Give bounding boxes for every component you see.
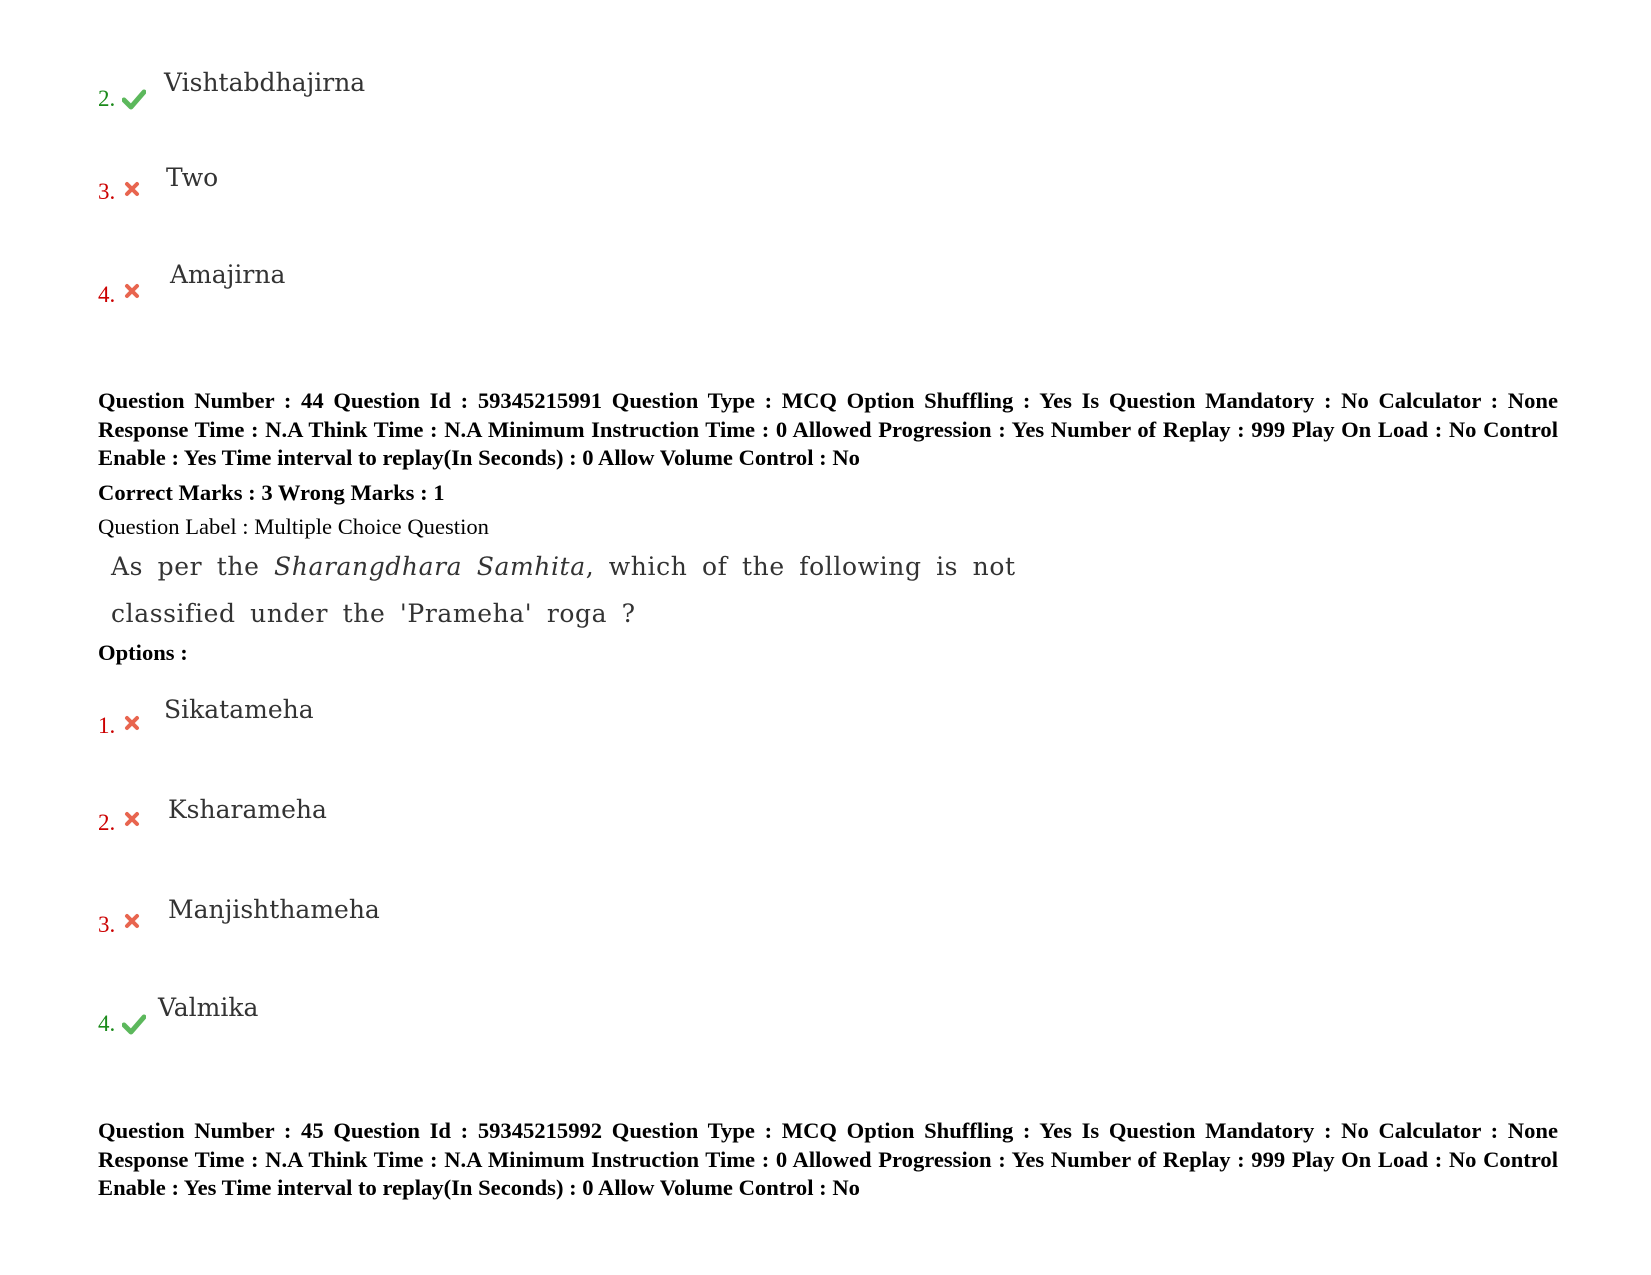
cross-icon	[124, 811, 140, 827]
option-text: Ksharameha	[168, 795, 327, 824]
option-text: Manjishthameha	[168, 895, 380, 924]
options-heading: Options :	[98, 640, 188, 665]
option-text: Sikatameha	[164, 695, 314, 724]
cross-icon	[124, 913, 140, 929]
option-number: 2.	[98, 810, 116, 835]
question-text-part: As per the	[111, 552, 275, 581]
cross-icon	[124, 715, 140, 731]
option-number: 3.	[98, 912, 116, 937]
option-number: 3.	[98, 179, 116, 204]
question-text-italic: Sharangdhara Samhita	[274, 552, 586, 581]
question-45-meta: Question Number : 45 Question Id : 59345215992 Question Type : MCQ Option Shuffling : Yes Is Question Mandatory : No Calculator : None Response Time : N.A Think Time : N.A Minimum Instruction Time : 0 Allowed Progression : Yes Number of Replay : 999 Play On Load : No Control Enable : Yes Time interval to replay(In Seconds) : 0 Allow Volume Control : No	[98, 1118, 1558, 1200]
cross-icon	[124, 283, 140, 299]
check-icon	[122, 1013, 146, 1035]
question-text-part: , which of the following is not classified under the 'Prameha' roga ?	[111, 552, 1016, 628]
option-text: Amajirna	[170, 260, 286, 289]
option-number: 1.	[98, 713, 116, 738]
option-text: Valmika	[158, 993, 259, 1022]
question-44-text	[111, 543, 1091, 637]
option-text: Two	[166, 163, 219, 192]
question-44-meta: Question Number : 44 Question Id : 59345215991 Question Type : MCQ Option Shuffling : Yes Is Question Mandatory : No Calculator : None Response Time : N.A Think Time : N.A Minimum Instruction Time : 0 Allowed Progression : Yes Number of Replay : 999 Play On Load : No Control Enable : Yes Time interval to replay(In Seconds) : 0 Allow Volume Control : No	[98, 388, 1558, 470]
option-number: 2.	[98, 86, 116, 111]
cross-icon	[124, 181, 140, 197]
question-44-marks: Correct Marks : 3 Wrong Marks : 1	[98, 480, 445, 505]
option-number: 4.	[98, 282, 116, 307]
option-text: Vishtabdhajirna	[164, 68, 366, 97]
option-number: 4.	[98, 1011, 116, 1036]
question-44-label: Question Label : Multiple Choice Question	[98, 514, 489, 539]
check-icon	[122, 88, 146, 110]
